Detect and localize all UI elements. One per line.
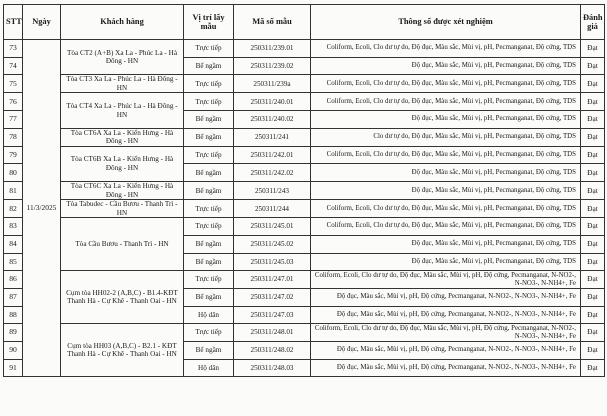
sample-code-cell: 250311/248.01 xyxy=(234,324,311,342)
sample-code-cell: 250311/242.02 xyxy=(234,164,311,182)
sample-code-cell: 250311/247.02 xyxy=(234,288,311,306)
sample-code-cell: 250311/245.02 xyxy=(234,235,311,253)
stt-cell: 85 xyxy=(4,253,23,271)
stt-cell: 83 xyxy=(4,218,23,236)
location-cell: Trực tiếp xyxy=(184,271,234,289)
params-cell: Clo dư tự do, Độ đục, Màu sắc, Mùi vị, pH, Pecmanganat, Độ cứng, TDS xyxy=(311,128,581,146)
location-cell: Hộ dân xyxy=(184,359,234,377)
result-cell: Đạt xyxy=(581,341,605,359)
result-cell: Đạt xyxy=(581,218,605,236)
params-cell: Độ đục, Màu sắc, Mùi vị, pH, Pecmanganat, Độ cứng, TDS xyxy=(311,235,581,253)
stt-cell: 79 xyxy=(4,146,23,164)
customer-cell: Tòa CT2 (A+B) Xa La - Phúc La - Hà Đông - HN xyxy=(61,40,184,75)
stt-cell: 75 xyxy=(4,75,23,93)
location-cell: Bể ngầm xyxy=(184,341,234,359)
sample-code-cell: 250311/248.02 xyxy=(234,341,311,359)
date-cell: 11/3/2025 xyxy=(23,40,61,377)
params-cell: Độ đục, Màu sắc, Mùi vị, pH, Pecmanganat, Độ cứng, TDS xyxy=(311,111,581,129)
result-cell: Đạt xyxy=(581,200,605,218)
result-cell: Đạt xyxy=(581,235,605,253)
table-row xyxy=(4,324,605,342)
result-cell: Đạt xyxy=(581,324,605,342)
table-row xyxy=(4,182,605,200)
customer-cell: Tòa CT6B Xa La - Kiến Hưng - Hà Đông - HN xyxy=(61,146,184,181)
sample-code-cell: 250311/240.02 xyxy=(234,111,311,129)
customer-cell: Tòa Cầu Bươu - Thanh Trì - HN xyxy=(61,218,184,271)
sample-code-cell: 250311/244 xyxy=(234,200,311,218)
table-row xyxy=(4,146,605,164)
location-cell: Trực tiếp xyxy=(184,324,234,342)
header-params: Thông số được xét nghiệm xyxy=(311,5,581,40)
customer-cell: Tòa CT6C Xa La - Kiến Hưng - Hà Đông - HN xyxy=(61,182,184,200)
table-row xyxy=(4,200,605,218)
result-cell: Đạt xyxy=(581,57,605,75)
header-sample-code: Mã số mẫu xyxy=(234,5,311,40)
params-cell: Coliform, Ecoli, Clo dư tự do, Độ đục, Màu sắc, Mùi vị, pH, Pecmanganat, Độ cứng, TDS xyxy=(311,200,581,218)
table-body xyxy=(4,40,605,377)
location-cell: Trực tiếp xyxy=(184,218,234,236)
result-cell: Đạt xyxy=(581,146,605,164)
result-cell: Đạt xyxy=(581,182,605,200)
params-cell: Độ đục, Màu sắc, Mùi vị, pH, Độ cứng, Pecmanganat, N-NO2-, N-NO3-, N-NH4+, Fe xyxy=(311,306,581,324)
stt-cell: 84 xyxy=(4,235,23,253)
location-cell: Bể ngầm xyxy=(184,111,234,129)
sample-code-cell: 250311/239.01 xyxy=(234,40,311,58)
params-cell: Coliform, Ecoli, Clo dư tự do, Độ đục, Màu sắc, Mùi vị, pH, Độ cứng, Pecmanganat, N-NO2-, N-NO3-, N-NH4+, Fe xyxy=(311,271,581,289)
header-result: Đánh giá xyxy=(581,5,605,40)
sample-code-cell: 250311/245.03 xyxy=(234,253,311,271)
result-cell: Đạt xyxy=(581,111,605,129)
stt-cell: 90 xyxy=(4,341,23,359)
params-cell: Coliform, Ecoli, Clo dư tự do, Độ đục, Màu sắc, Mùi vị, pH, Pecmanganat, Độ cứng, TDS xyxy=(311,218,581,236)
params-cell: Độ đục, Màu sắc, Mùi vị, pH, Độ cứng, Pecmanganat, N-NO2-, N-NO3-, N-NH4+, Fe xyxy=(311,341,581,359)
params-cell: Coliform, Ecoli, Clo dư tự do, Độ đục, Màu sắc, Mùi vị, pH, Pecmanganat, Độ cứng, TDS xyxy=(311,146,581,164)
params-cell: Độ đục, Màu sắc, Mùi vị, pH, Pecmanganat, Độ cứng, TDS xyxy=(311,253,581,271)
params-cell: Coliform, Ecoli, Clo dư tự do, Độ đục, Màu sắc, Mùi vị, pH, Độ cứng, Pecmanganat, N-NO2-, N-NO3-, N-NH4+, Fe xyxy=(311,324,581,342)
table-row xyxy=(4,271,605,289)
location-cell: Bể ngầm xyxy=(184,253,234,271)
stt-cell: 77 xyxy=(4,111,23,129)
params-cell: Độ đục, Màu sắc, Mùi vị, pH, Pecmanganat, Độ cứng, TDS xyxy=(311,57,581,75)
header-date: Ngày xyxy=(23,5,61,40)
stt-cell: 78 xyxy=(4,128,23,146)
location-cell: Bể ngầm xyxy=(184,128,234,146)
table-row xyxy=(4,93,605,111)
stt-cell: 87 xyxy=(4,288,23,306)
location-cell: Trực tiếp xyxy=(184,146,234,164)
sample-code-cell: 250311/245.01 xyxy=(234,218,311,236)
stt-cell: 73 xyxy=(4,40,23,58)
result-cell: Đạt xyxy=(581,253,605,271)
result-cell: Đạt xyxy=(581,271,605,289)
stt-cell: 88 xyxy=(4,306,23,324)
sample-code-cell: 250311/247.03 xyxy=(234,306,311,324)
table-row xyxy=(4,40,605,58)
result-cell: Đạt xyxy=(581,93,605,111)
location-cell: Hộ dân xyxy=(184,306,234,324)
params-cell: Độ đục, Màu sắc, Mùi vị, pH, Pecmanganat, Độ cứng, TDS xyxy=(311,182,581,200)
location-cell: Trực tiếp xyxy=(184,40,234,58)
params-cell: Coliform, Ecoli, Clo dư tự do, Độ đục, Màu sắc, Mùi vị, pH, Pecmanganat, Độ cứng, TDS xyxy=(311,40,581,58)
sample-code-cell: 250311/239a xyxy=(234,75,311,93)
header-customer: Khách hàng xyxy=(61,5,184,40)
location-cell: Bể ngầm xyxy=(184,182,234,200)
table-row xyxy=(4,128,605,146)
location-cell: Trực tiếp xyxy=(184,93,234,111)
stt-cell: 81 xyxy=(4,182,23,200)
params-cell: Độ đục, Màu sắc, Mùi vị, pH, Độ cứng, Pecmanganat, N-NO2-, N-NO3-, N-NH4+, Fe xyxy=(311,288,581,306)
result-cell: Đạt xyxy=(581,40,605,58)
table-row xyxy=(4,218,605,236)
sample-code-cell: 250311/242.01 xyxy=(234,146,311,164)
stt-cell: 80 xyxy=(4,164,23,182)
sample-code-cell: 250311/239.02 xyxy=(234,57,311,75)
result-cell: Đạt xyxy=(581,75,605,93)
stt-cell: 74 xyxy=(4,57,23,75)
customer-cell: Cụm tòa HH03 (A,B,C) - B2.1 - KĐT Thanh Hà - Cự Khê - Thanh Oai - HN xyxy=(61,324,184,377)
location-cell: Bể ngầm xyxy=(184,235,234,253)
stt-cell: 86 xyxy=(4,271,23,289)
sample-code-cell: 250311/243 xyxy=(234,182,311,200)
location-cell: Trực tiếp xyxy=(184,75,234,93)
customer-cell: Tòa CT3 Xa La - Phúc La - Hà Đông - HN xyxy=(61,75,184,93)
header-location: Vị trí lấy mẫu xyxy=(184,5,234,40)
location-cell: Trực tiếp xyxy=(184,200,234,218)
location-cell: Bể ngầm xyxy=(184,164,234,182)
sample-code-cell: 250311/247.01 xyxy=(234,271,311,289)
stt-cell: 89 xyxy=(4,324,23,342)
location-cell: Bể ngầm xyxy=(184,57,234,75)
header-stt: STT xyxy=(4,5,23,40)
sample-code-cell: 250311/248.03 xyxy=(234,359,311,377)
result-cell: Đạt xyxy=(581,359,605,377)
customer-cell: Tòa CT6A Xa La - Kiến Hưng - Hà Đông - HN xyxy=(61,128,184,146)
location-cell: Bể ngầm xyxy=(184,288,234,306)
customer-cell: Tòa CT4 Xa La - Phúc La - Hà Đông - HN xyxy=(61,93,184,128)
sample-code-cell: 250311/240.01 xyxy=(234,93,311,111)
test-results-table xyxy=(3,4,605,377)
params-cell: Độ đục, Màu sắc, Mùi vị, pH, Độ cứng, Pecmanganat, N-NO2-, N-NO3-, N-NH4+, Fe xyxy=(311,359,581,377)
stt-cell: 76 xyxy=(4,93,23,111)
table-row xyxy=(4,75,605,93)
customer-cell: Cụm tòa HH02-2 (A,B,C) - B1.4-KĐT Thanh Hà - Cự Khê - Thanh Oai - HN xyxy=(61,271,184,324)
customer-cell: Tòa Tabudec - Cầu Bươu - Thanh Trì - HN xyxy=(61,200,184,218)
params-cell: Coliform, Ecoli, Clo dư tự do, Độ đục, Màu sắc, Mùi vị, pH, Pecmanganat, Độ cứng, TDS xyxy=(311,93,581,111)
params-cell: Coliform, Ecoli, Clo dư tự do, Độ đục, Màu sắc, Mùi vị, pH, Pecmanganat, Độ cứng, TDS xyxy=(311,75,581,93)
result-cell: Đạt xyxy=(581,288,605,306)
result-cell: Đạt xyxy=(581,128,605,146)
stt-cell: 82 xyxy=(4,200,23,218)
result-cell: Đạt xyxy=(581,164,605,182)
header-row xyxy=(4,5,605,40)
params-cell: Độ đục, Màu sắc, Mùi vị, pH, Pecmanganat, Độ cứng, TDS xyxy=(311,164,581,182)
result-cell: Đạt xyxy=(581,306,605,324)
stt-cell: 91 xyxy=(4,359,23,377)
sample-code-cell: 250311/241 xyxy=(234,128,311,146)
